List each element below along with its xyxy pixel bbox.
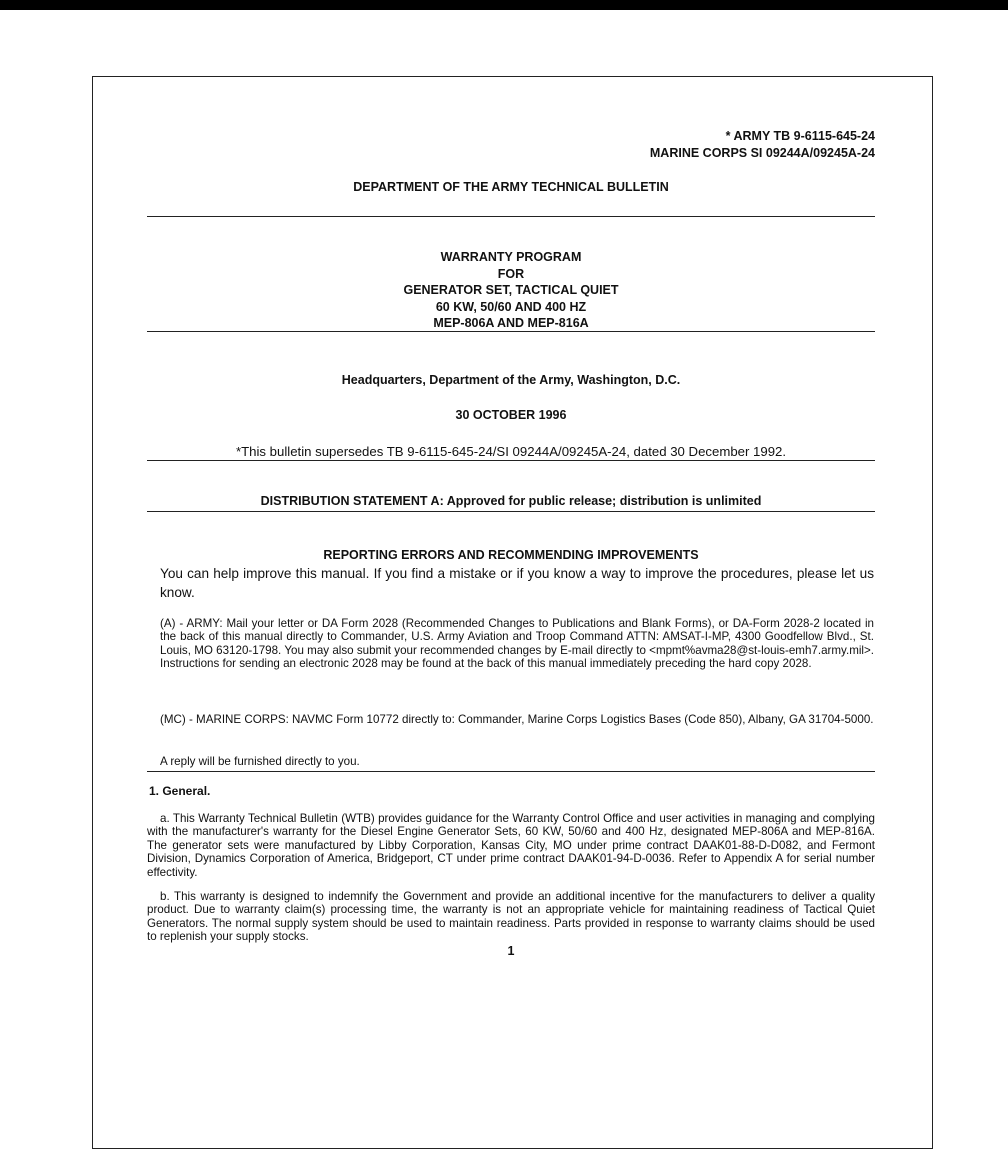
army-instructions: (A) - ARMY: Mail your letter or DA Form 2028 (Recommended Changes to Publications and Blank Forms), or DA-Form 2028-2 located in the back of this manual directly to Commander, U.S. Army Aviation and Troop Command ATTN: AMSAT-I-MP, 4300 Goodfellow Blvd., St. Louis, MO 63120-1798. You may also submit your recommended changes by E-mail directly to <mpmt%avma28@st-louis-emh7.army.mil>. Instructions for sending an electronic 2028 may be found at the back of this manual immediately preceding the hard copy 2028. <box>160 617 874 671</box>
reply-notice: A reply will be furnished directly to you. <box>160 755 360 768</box>
department-title: DEPARTMENT OF THE ARMY TECHNICAL BULLETIN <box>353 180 669 194</box>
headquarters-line: Headquarters, Department of the Army, Washington, D.C. <box>341 373 681 387</box>
title-line-5: MEP-806A AND MEP-816A <box>433 316 589 330</box>
general-paragraph-b: b. This warranty is designed to indemnify the Government and provide an additional incentive for the manufacturers to deliver a quality product. Due to warranty claim(s) processing time, the warranty is not an appropriate vehicle for maintaining readiness of Tactical Quiet Generators. The normal supply system should be used to maintain readiness. Parts provided in response to warranty claims should be used to replenish your supply stocks. <box>147 890 875 944</box>
title-line-2: FOR <box>497 267 525 281</box>
page-border <box>92 76 933 1149</box>
title-line-3: GENERATOR SET, TACTICAL QUIET <box>403 283 619 297</box>
general-paragraph-a: a. This Warranty Technical Bulletin (WTB) provides guidance for the Warranty Control Office and user activities in managing and complying with the manufacturer's warranty for the Diesel Engine Generator Sets, 60 KW, 50/60 and 400 Hz, designated MEP-806A and MEP-816A. The generator sets were manufactured by Libby Corporation, Kansas City, MO under prime contract DAAK01-88-D-D082, and Fermont Division, Dynamics Corporation of America, Bridgeport, CT under prime contract DAAK01-94-D-0036. Refer to Appendix A for serial number effectivity. <box>147 812 875 879</box>
reporting-heading: REPORTING ERRORS AND RECOMMENDING IMPROVEMENTS <box>323 548 699 562</box>
top-black-bar <box>0 0 1008 10</box>
divider <box>147 216 875 217</box>
divider <box>147 460 875 461</box>
marine-instructions: (MC) - MARINE CORPS: NAVMC Form 10772 directly to: Commander, Marine Corps Logistics Bases (Code 850), Albany, GA 31704-5000. <box>160 713 874 726</box>
army-tb-number: * ARMY TB 9-6115-645-24 <box>725 129 875 143</box>
divider <box>147 331 875 332</box>
page-number: 1 <box>507 944 515 958</box>
reporting-lead: You can help improve this manual. If you find a mistake or if you know a way to improve the procedures, please let us know. <box>160 566 874 600</box>
section-heading-general: 1. General. <box>149 784 211 798</box>
publication-date: 30 OCTOBER 1996 <box>455 408 567 422</box>
marine-si-number: MARINE CORPS SI 09244A/09245A-24 <box>649 146 875 160</box>
distribution-statement: DISTRIBUTION STATEMENT A: Approved for public release; distribution is unlimited <box>260 494 762 508</box>
divider <box>147 511 875 512</box>
supersedes-notice: *This bulletin supersedes TB 9-6115-645-24/SI 09244A/09245A-24, dated 30 December 1992. <box>235 444 787 459</box>
divider <box>147 771 875 772</box>
title-line-1: WARRANTY PROGRAM <box>440 250 582 264</box>
title-line-4: 60 KW, 50/60 AND 400 HZ <box>435 300 587 314</box>
